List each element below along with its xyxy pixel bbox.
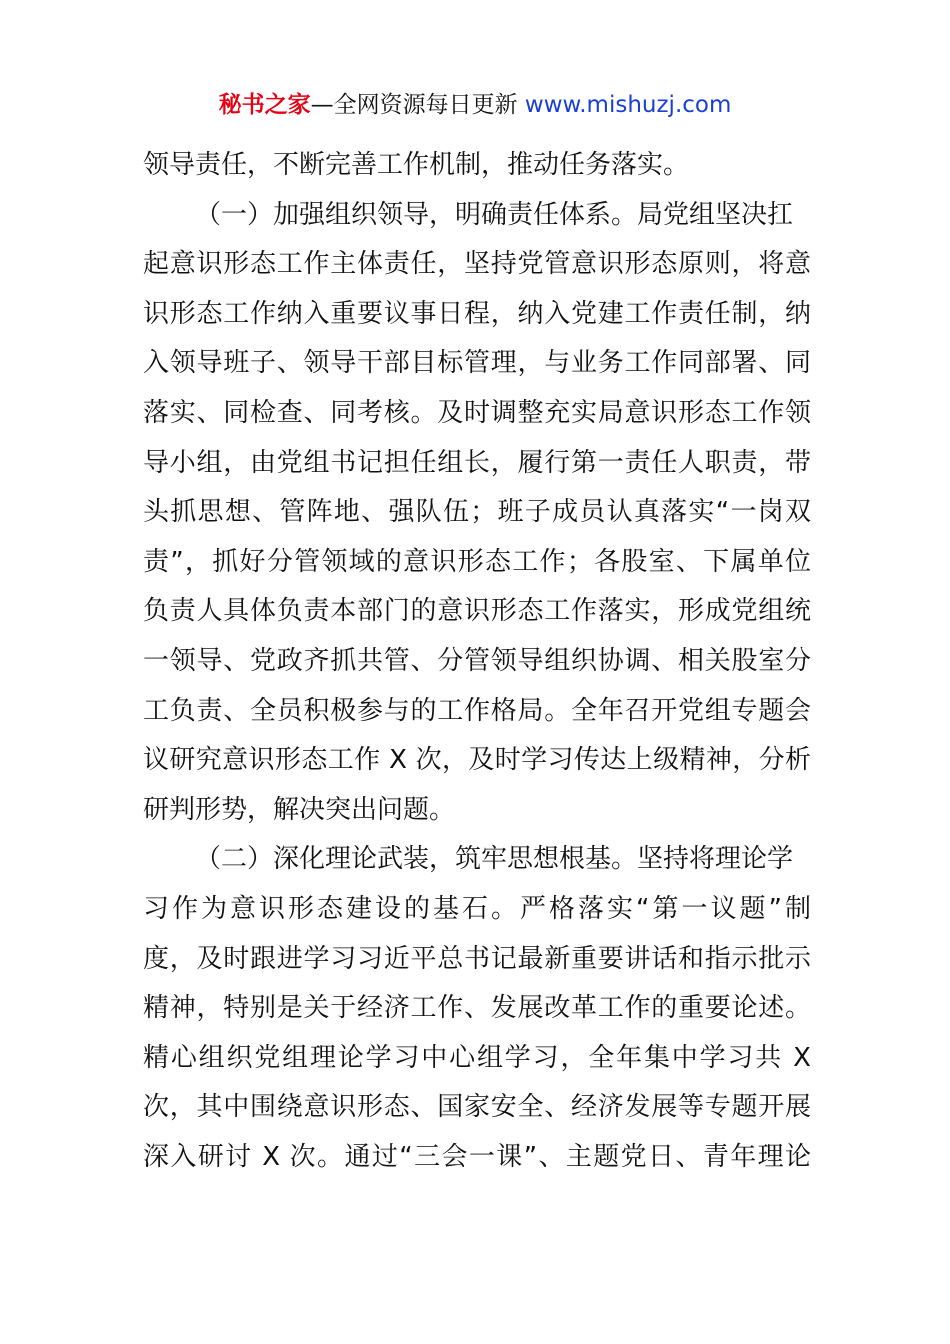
text-line: 导小组，由党组书记担任组长，履行第一责任人职责，带	[143, 447, 811, 478]
text-line: 一领导、党政齐抓共管、分管领导组织协调、相关股室分	[143, 645, 811, 676]
site-brand: 秘书之家	[218, 92, 311, 118]
site-tagline: 全网资源每日更新	[333, 92, 518, 118]
text-line: 度，及时跟进学习习近平总书记最新重要讲话和指示批示	[143, 943, 811, 974]
text-line: 识形态工作纳入重要议事日程，纳入党建工作责任制，纳	[143, 298, 811, 329]
paragraph-heading-2: （二）深化理论武装，筑牢思想根基。坚持将理论学	[195, 844, 794, 875]
text-line: 精神，特别是关于经济工作、发展改革工作的重要论述。	[143, 993, 811, 1024]
text-line: 精心组织党组理论学习中心组学习，全年集中学习共 X	[143, 1042, 811, 1073]
paragraph-heading-1: （一）加强组织领导，明确责任体系。局党组坚决扛	[195, 199, 794, 230]
text-line: 议研究意识形态工作 X 次，及时学习传达上级精神，分析	[143, 745, 811, 776]
header-dash: —	[310, 92, 334, 118]
site-header	[0, 88, 950, 122]
text-line: 落实、同检查、同考核。及时调整充实局意识形态工作领	[143, 397, 811, 428]
text-line: 工负责、全员积极参与的工作格局。全年召开党组专题会	[143, 695, 811, 726]
site-url[interactable]: www.mishuzj.com	[524, 92, 732, 118]
text-line: 负责人具体负责本部门的意识形态工作落实，形成党组统	[143, 596, 811, 627]
text-line: 领导责任，不断完善工作机制，推动任务落实。	[143, 150, 690, 180]
text-line: 深入研讨 X 次。通过“三会一课”、主题党日、青年理论	[143, 1141, 811, 1172]
text-line: 习作为意识形态建设的基石。严格落实“第一议题”制	[143, 893, 811, 924]
text-line: 入领导班子、领导干部目标管理，与业务工作同部署、同	[143, 348, 811, 379]
text-line: 起意识形态工作主体责任，坚持党管意识形态原则，将意	[143, 249, 811, 280]
document-body	[143, 141, 811, 1182]
text-line: 研判形势，解决突出问题。	[143, 794, 456, 825]
text-line: 责”，抓好分管领域的意识形态工作；各股室、下属单位	[143, 546, 811, 577]
text-line: 头抓思想、管阵地、强队伍；班子成员认真落实“一岗双	[143, 497, 811, 528]
text-line: 次，其中围绕意识形态、国家安全、经济发展等专题开展	[143, 1092, 811, 1123]
